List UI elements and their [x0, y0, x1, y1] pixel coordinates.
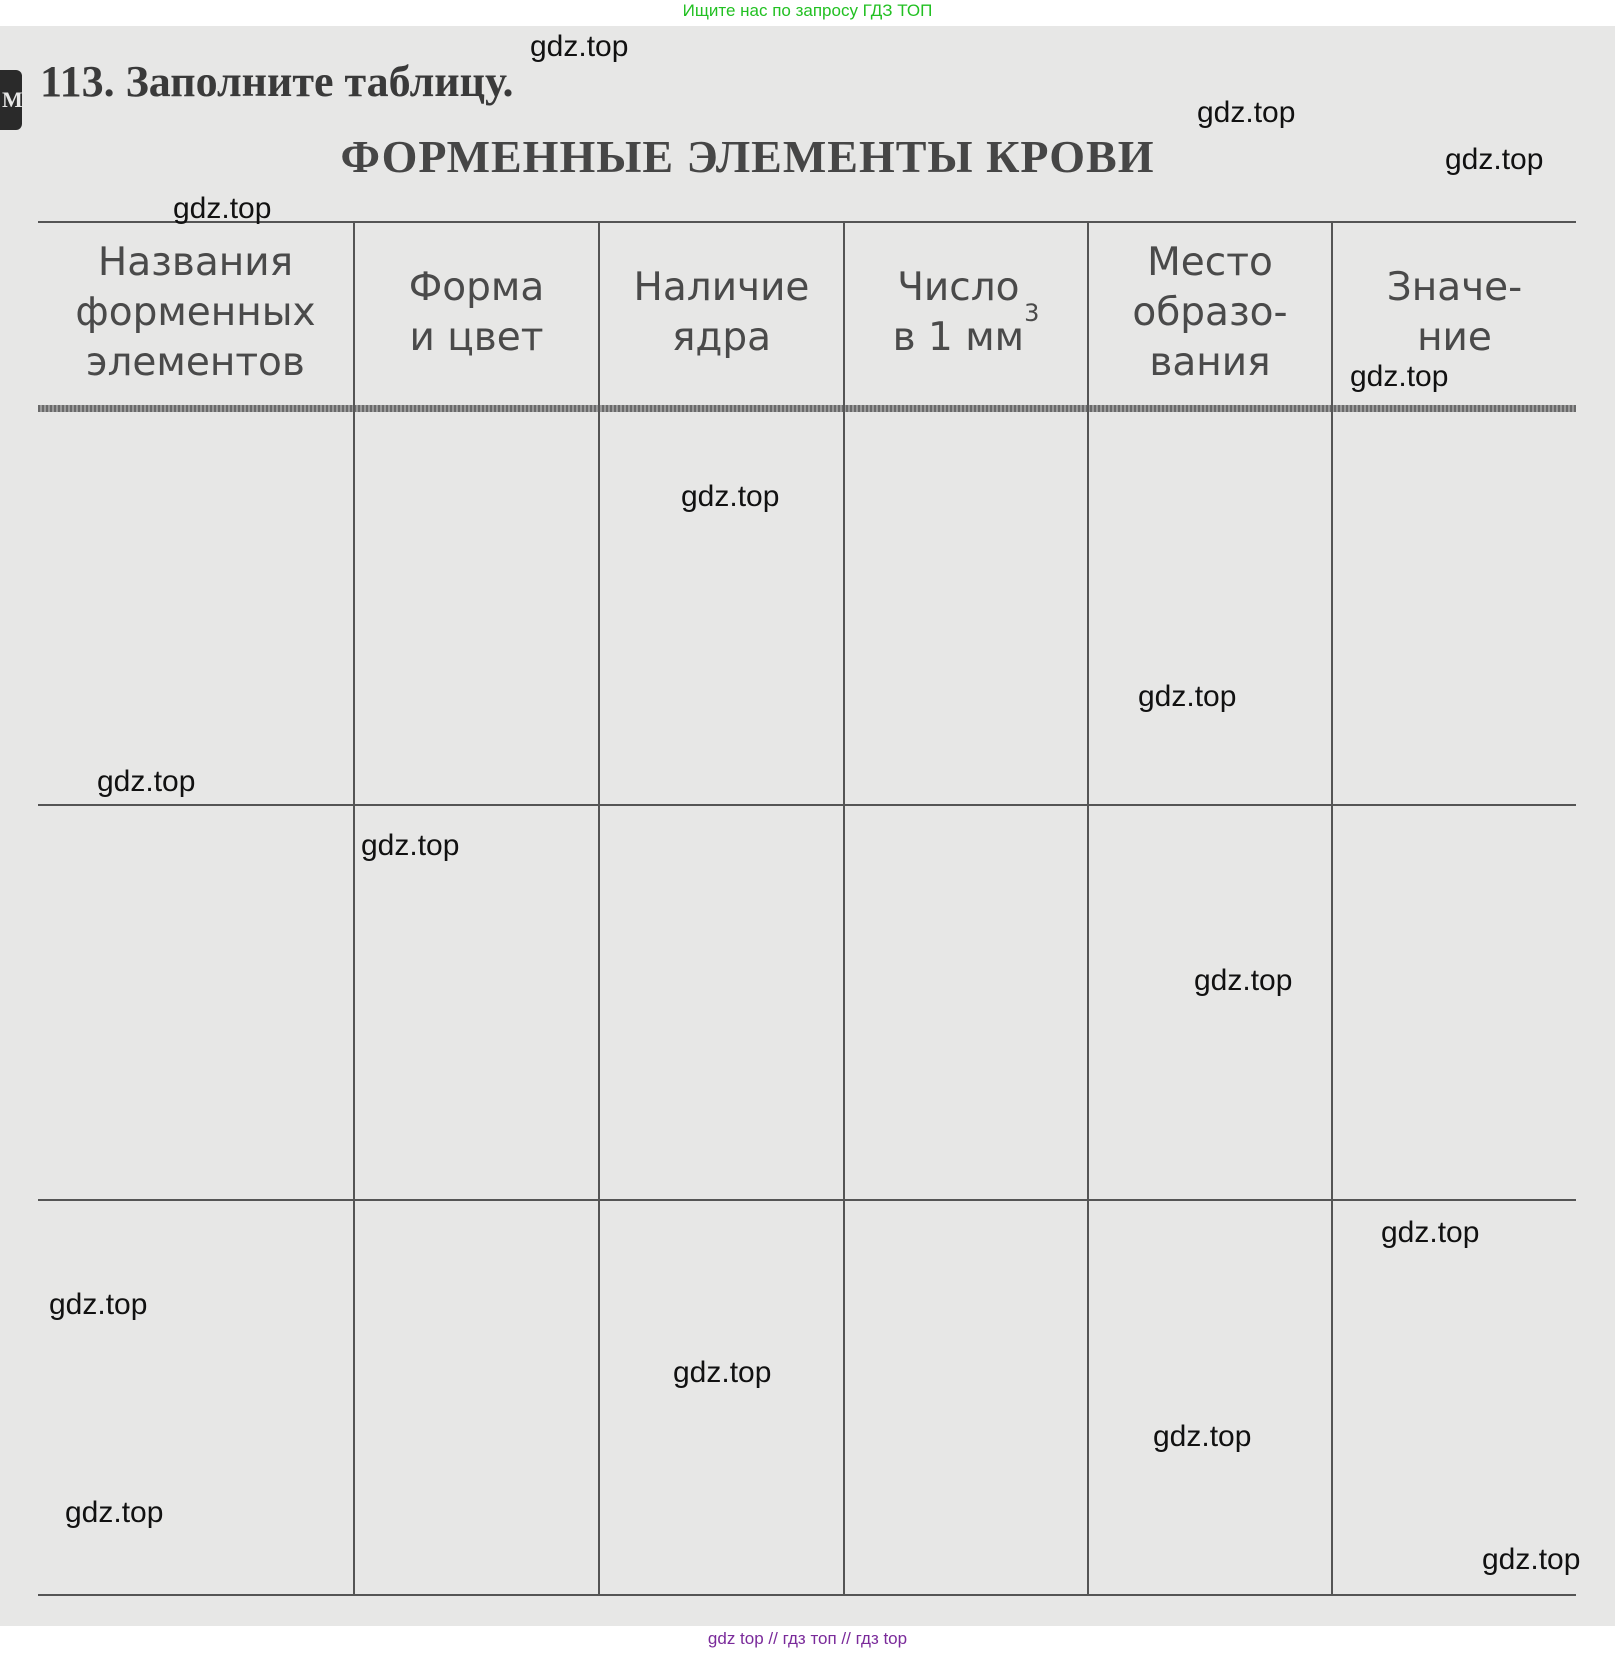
- header-element-names: Названия форменных элементов: [75, 240, 316, 385]
- watermark: gdz.top: [1445, 143, 1544, 176]
- watermark: gdz.top: [681, 480, 780, 513]
- header-count: Число в 1 мм 3: [845, 221, 1087, 405]
- watermark: gdz.top: [1350, 360, 1449, 393]
- watermark: gdz.top: [361, 829, 460, 862]
- header-significance: Значе- ние: [1386, 265, 1523, 360]
- column-divider-5: [1331, 221, 1333, 1596]
- header-separator: [38, 405, 1576, 412]
- column-divider-3: [843, 221, 845, 1596]
- column-divider-2: [598, 221, 600, 1596]
- watermark: gdz.top: [1153, 1420, 1252, 1453]
- table-bottom-border: [38, 1594, 1576, 1596]
- badge-letter: М: [2, 87, 23, 112]
- column-divider-4: [1087, 221, 1089, 1596]
- footer-links[interactable]: gdz top // гдз топ // гдз top: [0, 1626, 1615, 1653]
- table-title-text: ФОРМЕННЫЕ ЭЛЕМЕНТЫ КРОВИ: [340, 131, 1155, 182]
- column-divider-1: [353, 221, 355, 1596]
- watermark: gdz.top: [1194, 964, 1293, 997]
- section-badge: [0, 70, 22, 130]
- header-formation-place: Место образо- вания: [1132, 240, 1288, 385]
- search-banner[interactable]: Ищите нас по запросу ГДЗ ТОП: [0, 0, 1615, 26]
- header-count-text: Число в 1 мм: [892, 265, 1025, 360]
- watermark: gdz.top: [1138, 680, 1237, 713]
- watermark: gdz.top: [65, 1496, 164, 1529]
- watermark: gdz.top: [1197, 96, 1296, 129]
- watermark: gdz.top: [673, 1356, 772, 1389]
- row-separator-2: [38, 1199, 1576, 1201]
- header-shape-color: Форма и цвет: [408, 265, 545, 360]
- watermark: gdz.top: [97, 765, 196, 798]
- watermark: gdz.top: [1482, 1543, 1581, 1576]
- watermark: gdz.top: [1381, 1216, 1480, 1249]
- header-nucleus: Наличие ядра: [633, 265, 810, 360]
- watermark: gdz.top: [173, 192, 272, 225]
- row-separator-1: [38, 804, 1576, 806]
- watermark: gdz.top: [530, 30, 629, 63]
- watermark: gdz.top: [49, 1288, 148, 1321]
- task-title: 113. Заполните таблицу.: [40, 57, 514, 106]
- table-title: [0, 130, 1615, 183]
